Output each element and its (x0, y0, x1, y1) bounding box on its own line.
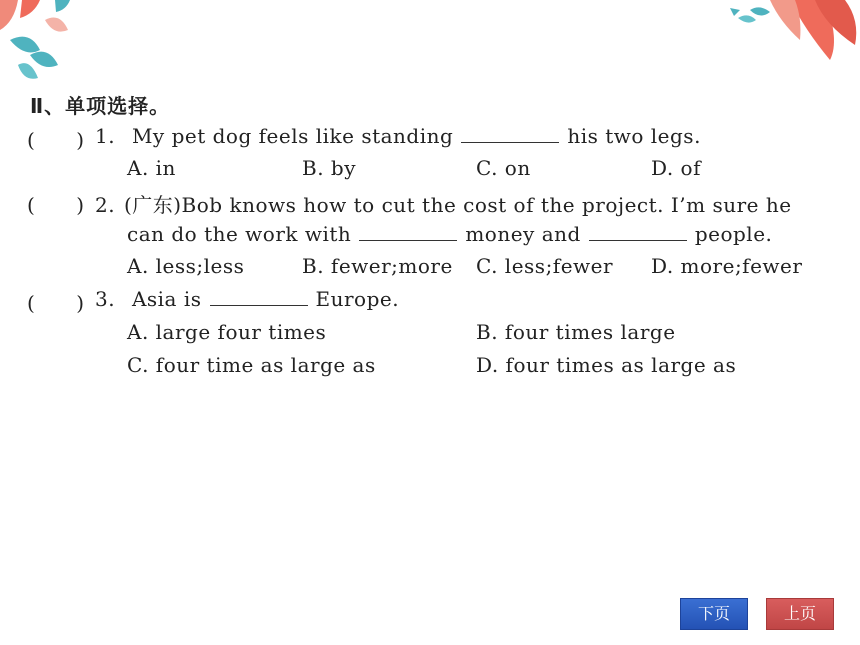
stem-text: (广东)Bob knows how to cut the cost of the project. I’m sure he (123, 193, 792, 217)
answer-paren[interactable]: ( ) (27, 291, 85, 315)
option-c: C. less;fewer (476, 254, 614, 278)
answer-blank (461, 124, 559, 143)
option-d: D. of (651, 156, 701, 180)
option-a: A. large four times (127, 320, 327, 344)
leaf-cluster-icon (0, 0, 90, 90)
answer-paren[interactable]: ( ) (27, 128, 85, 152)
option-b: B. by (302, 156, 357, 180)
option-d: D. four times as large as (476, 353, 737, 377)
answer-blank (589, 222, 687, 241)
stem-text: My pet dog feels like standing (131, 124, 454, 148)
next-page-button[interactable]: 下页 (680, 598, 748, 630)
answer-blank (210, 287, 308, 306)
option-c: C. four time as large as (127, 353, 376, 377)
question-number: 3. (95, 287, 116, 311)
answer-paren[interactable]: ( ) (27, 193, 85, 217)
section-heading: Ⅱ、单项选择。 (30, 94, 171, 118)
stem-text: money and (465, 222, 581, 246)
stem-text: people. (694, 222, 773, 246)
option-b: B. four times large (476, 320, 676, 344)
question-number: 2. (95, 193, 116, 217)
stem-text: Europe. (315, 287, 400, 311)
previous-page-button[interactable]: 上页 (766, 598, 834, 630)
option-a: A. in (127, 156, 176, 180)
option-b: B. fewer;more (302, 254, 453, 278)
question-2-stem-line2 (127, 222, 772, 246)
stem-text: his two legs. (567, 124, 701, 148)
option-c: C. on (476, 156, 531, 180)
stem-text: can do the work with (127, 222, 352, 246)
option-a: A. less;less (127, 254, 245, 278)
answer-blank (359, 222, 457, 241)
option-d: D. more;fewer (651, 254, 803, 278)
stem-text: Asia is (131, 287, 202, 311)
question-number: 1. (95, 124, 116, 148)
leaf-cluster-icon (730, 0, 860, 70)
